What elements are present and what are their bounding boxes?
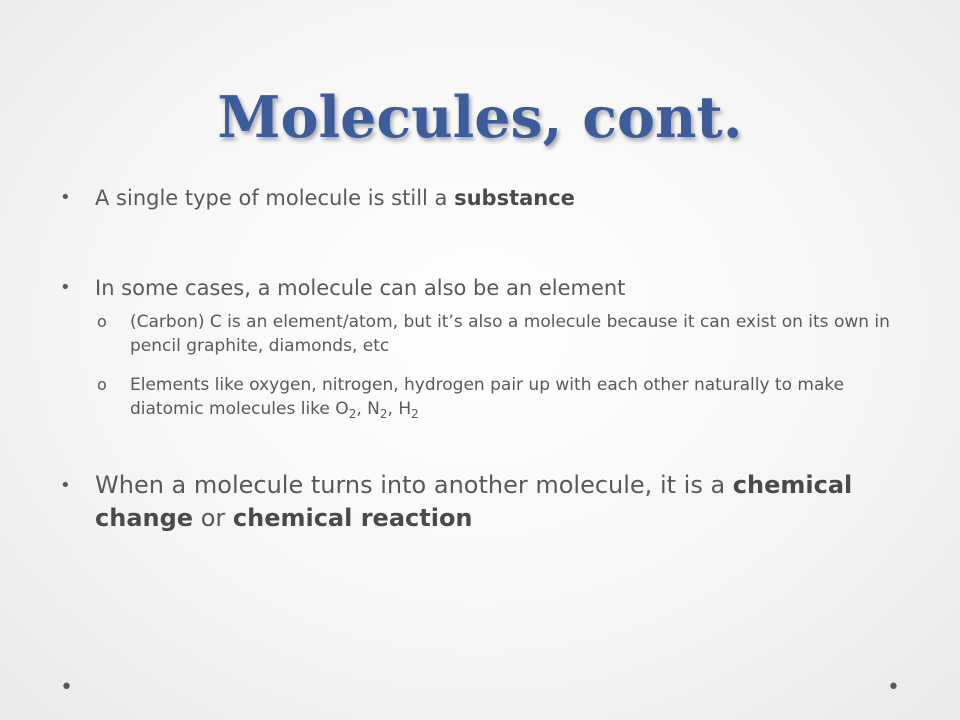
- formula-n: N: [367, 399, 380, 419]
- bullet-chemical-change: [60, 469, 900, 535]
- formula-sep: ,: [387, 399, 399, 419]
- bullet-text: In some cases, a molecule can also be an element: [95, 276, 626, 300]
- subscript-2: 2: [379, 407, 388, 421]
- subscript-2: 2: [411, 407, 419, 421]
- bullet-text: When a molecule turns into another molecule, it is a: [95, 471, 733, 499]
- subbullet-text: (Carbon) C is an element/atom, but it’s also a molecule because it can exist on its own in pencil graphite, diamonds, etc: [130, 312, 890, 356]
- bullet-dot-icon: •: [60, 277, 71, 298]
- subbullet-diatomic: [60, 373, 900, 421]
- subscript-2: 2: [348, 407, 357, 421]
- bullet-text: or: [193, 504, 233, 532]
- bullet-element: [60, 268, 900, 308]
- bullet-substance: [60, 178, 900, 218]
- subbullet-circle-icon: o: [97, 375, 107, 394]
- subbullet-circle-icon: o: [97, 312, 107, 331]
- bullet-bold-text: chemical change: [95, 471, 853, 532]
- formula-sep: ,: [356, 399, 368, 419]
- subbullet-carbon: [60, 310, 900, 358]
- formula-o: O: [335, 399, 349, 419]
- corner-dot-right-icon: •: [887, 675, 900, 700]
- subbullet-text: Elements like oxygen, nitrogen, hydrogen pair up with each other naturally to make diatomic molecules like: [130, 375, 845, 419]
- slide-title: Molecules, cont.: [217, 84, 743, 151]
- bullet-dot-icon: •: [60, 475, 71, 496]
- bullet-bold-text: chemical reaction: [232, 504, 473, 532]
- formula-h: H: [398, 399, 412, 419]
- bullet-text: A single type of molecule is still a: [95, 186, 455, 210]
- corner-dot-left-icon: •: [60, 675, 73, 700]
- bullet-bold-text: substance: [454, 186, 575, 210]
- bullet-dot-icon: •: [60, 187, 71, 208]
- slide-content: [60, 178, 900, 535]
